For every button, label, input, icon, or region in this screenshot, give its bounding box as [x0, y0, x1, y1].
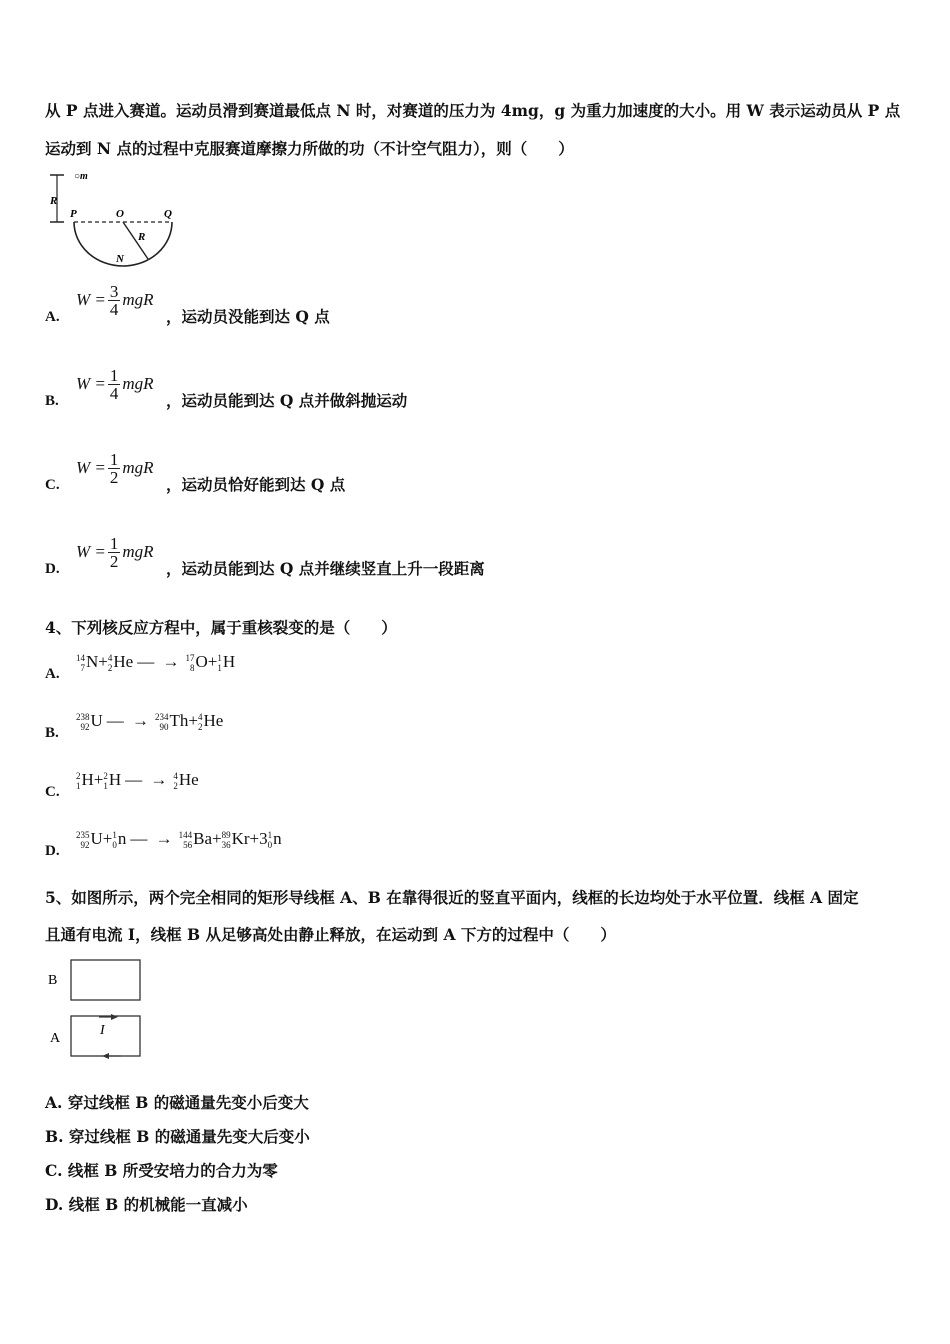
q3-option-a-text: ，运动员没能到达 Q 点 [166, 307, 330, 326]
center-o-label: O [116, 208, 124, 220]
frame-b [71, 960, 140, 1000]
q4-option-b-equation: 238 92 U — → 234 90 Th+ 4 2 He [76, 711, 224, 733]
q5-stem-line2: 且通有电流 I，线框 B 从足够高处由静止释放，在运动到 A 下方的过程中（ ） [45, 925, 616, 944]
q4-option-a-letter[interactable]: A. [45, 666, 60, 682]
q3-option-d-text: ，运动员能到达 Q 点并继续竖直上升一段距离 [166, 559, 485, 578]
q3-option-a-formula: W = $\frac{3}{4}$ mgR [76, 282, 154, 319]
q4-option-d-letter[interactable]: D. [45, 843, 60, 859]
q3-track-diagram [44, 168, 184, 272]
point-q-label: Q [164, 208, 172, 220]
q3-option-c-formula: W = $\frac{1}{2}$ mgR [76, 450, 154, 487]
q3-option-b-letter[interactable]: B. [45, 393, 59, 409]
frame-b-label: B [48, 973, 58, 988]
q4-option-a-equation: 14 7 N+ 4 2 He — → 17 8 O+ 1 1 H [76, 652, 236, 674]
frame-a-label: A [50, 1031, 61, 1046]
q5-stem-line1: 5、如图所示，两个完全相同的矩形导线框 A、B 在靠得很近的竖直平面内，线框的长边均处于水平位置．线框 A 固定 [45, 888, 859, 907]
mass-label: ○m [74, 171, 88, 182]
q4-option-c-letter[interactable]: C. [45, 784, 60, 800]
q5-option-c[interactable]: C. 线框 B 所受安培力的合力为零 [45, 1161, 278, 1180]
q3-option-c-text: ，运动员恰好能到达 Q 点 [166, 475, 346, 494]
q5-option-d[interactable]: D. 线框 B 的机械能一直减小 [45, 1195, 248, 1214]
current-label: I [100, 1023, 105, 1038]
q4-stem: 4、下列核反应方程中，属于重核裂变的是（ ） [45, 618, 397, 637]
current-arrow-top-icon [111, 1014, 118, 1020]
height-label: R [50, 195, 58, 207]
q3-stem-line2: 运动到 N 点的过程中克服赛道摩擦力所做的功（不计空气阻力），则（ ） [45, 139, 574, 158]
q3-option-c-letter[interactable]: C. [45, 477, 60, 493]
q4-option-c-equation: 2 1 H+ 2 1 H — → 4 2 He [76, 770, 199, 792]
q3-stem-line1: 从 P 点进入赛道。运动员滑到赛道最低点 N 时，对赛道的压力为 4mg，g 为重力加速度的大小。用 W 表示运动员从 P 点 [45, 101, 901, 120]
radius-label: R [138, 231, 146, 243]
frame-a [71, 1016, 140, 1056]
current-arrow-bottom-icon [102, 1053, 109, 1059]
q3-option-b-text: ，运动员能到达 Q 点并做斜抛运动 [166, 391, 408, 410]
q5-option-a[interactable]: A. 穿过线框 B 的磁通量先变小后变大 [45, 1093, 309, 1112]
q3-option-a-letter[interactable]: A. [45, 309, 60, 325]
q3-option-b-formula: W = $\frac{1}{4}$ mgR [76, 366, 154, 403]
q4-option-d-equation: 235 92 U+ 1 0 n — → 144 56 Ba+ 89 36 Kr+3 1 0 n [76, 829, 282, 851]
point-n-label: N [116, 253, 124, 265]
q3-option-d-letter[interactable]: D. [45, 561, 60, 577]
q3-option-d-formula: W = $\frac{1}{2}$ mgR [76, 534, 154, 571]
point-p-label: P [70, 208, 77, 220]
q5-option-b[interactable]: B. 穿过线框 B 的磁通量先变大后变小 [45, 1127, 310, 1146]
q5-coil-diagram [44, 955, 148, 1061]
q4-option-b-letter[interactable]: B. [45, 725, 59, 741]
